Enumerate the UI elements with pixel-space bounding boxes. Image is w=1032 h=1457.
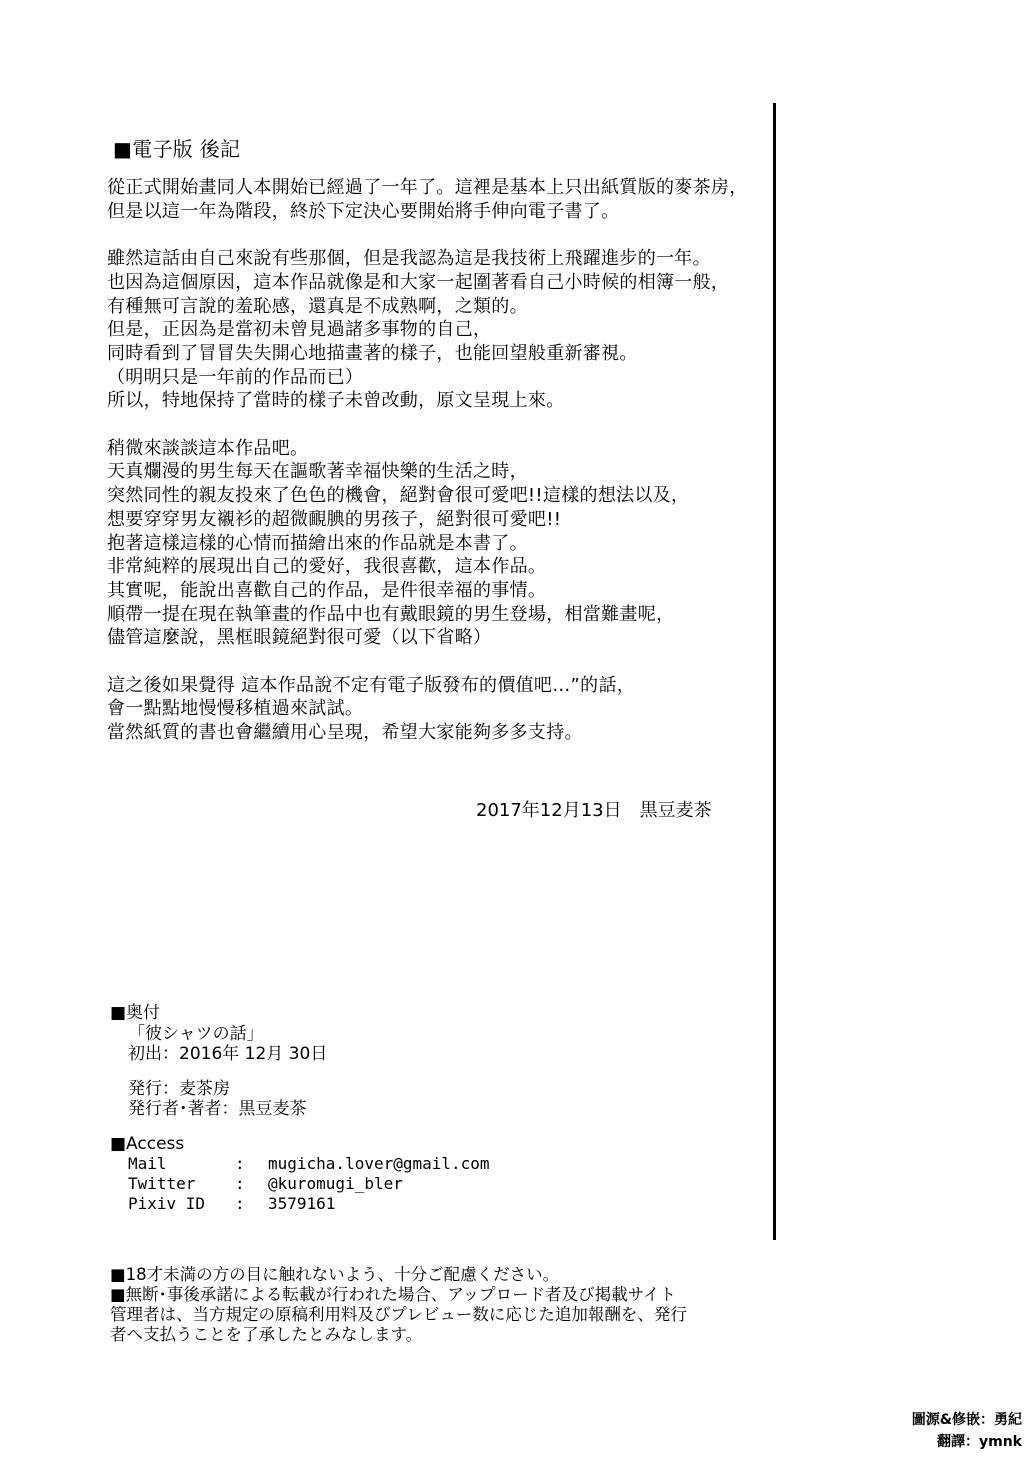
access-sep: : [235,1174,245,1193]
afterword-line: 儘管這麼說，黑框眼鏡絕對很可愛（以下省略） [107,627,492,649]
access-table [128,1154,490,1214]
access-value-twitter: @kuromugi_bler [268,1174,403,1193]
colophon-section [110,1003,750,1214]
access-sep: : [235,1194,245,1213]
note-line: 者へ支払うことを了承したとみなします。 [110,1325,423,1344]
access-heading: ■Access [110,1133,185,1154]
afterword-paragraph-4 [107,674,747,745]
note-line: 管理者は、当方規定の原稿利用料及びプレビュー数に応じた追加報酬を、発行 [110,1305,687,1324]
publisher: 発行：麦茶房 [128,1078,230,1099]
vertical-divider [773,103,776,1240]
access-sep: : [235,1154,245,1173]
afterword-line: 其實呢，能說出喜歡自己的作品，是件很幸福的事情。 [107,579,547,601]
colophon-heading: ■奥付 [110,1003,161,1023]
afterword-line: 抱著這樣這樣的心情而描繪出來的作品就是本書了。 [107,532,528,554]
afterword-line: 從正式開始畫同人本開始已經過了一年了。這裡是基本上只出紙質版的麥茶房， [107,177,748,198]
access-value-mail: mugicha.lover@gmail.com [268,1154,490,1173]
note-line: ■18才未満の方の目に触れないよう、十分ご配慮ください。 [110,1265,560,1284]
access-row-twitter [128,1174,490,1194]
afterword-line: 但是以這一年為階段，終於下定決心要開始將手伸向電子書了。 [107,200,620,222]
afterword-line: 突然同性的親友投來了色色的機會，絕對會很可愛吧!!這樣的想法以及， [107,485,690,507]
afterword-line: 同時看到了冒冒失失開心地描畫著的樣子，也能回望般重新審視。 [107,342,638,364]
credit-source-edit: 圖源&修嵌：勇紀 [911,1412,1022,1428]
afterword-line: 天真爛漫的男生每天在謳歌著幸福快樂的生活之時， [107,461,528,483]
credits [912,1409,1022,1453]
afterword-line: 但是，正因為是當初未曾見過諸多事物的自己， [107,319,492,341]
afterword-paragraph-2 [107,247,747,413]
afterword-line: （明明只是一年前的作品而已） [107,366,364,388]
work-title: 「彼シャツの話」 [128,1023,264,1044]
afterword-line: 非常純粹的展現出自己的愛好，我很喜歡，這本作品。 [107,556,547,578]
afterword-paragraph-3 [107,437,747,650]
afterword-line: 當然紙質的書也會繼續用心呈現，希望大家能夠多多支持。 [107,722,583,744]
access-key: Mail [128,1154,167,1173]
first-published: 初出：2016年 12月 30日 [128,1044,328,1064]
credit-translation: 翻譯：ymnk [937,1434,1022,1450]
afterword-signature: 2017年12月13日 黒豆麦茶 [476,800,712,821]
access-row-mail [128,1154,490,1174]
afterword-line: 會一點點地慢慢移植過來試試。 [107,698,364,720]
afterword-line: 所以，特地保持了當時的樣子未曾改動，原文呈現上來。 [107,390,565,412]
author: 発行者･著者：黒豆麦茶 [128,1099,307,1119]
access-key: Pixiv ID [128,1194,206,1213]
access-key: Twitter [128,1174,196,1193]
afterword-title: ■電子版 後記 [113,137,241,161]
access-row-pixiv [128,1194,490,1214]
afterword-line: 有種無可言說的羞恥感，還真是不成熟啊，之類的。 [107,295,528,317]
notes-section [110,1265,750,1345]
afterword-line: 這之後如果覺得 這本作品說不定有電子版發布的價值吧…”的話， [107,674,636,696]
afterword-paragraph-1 [107,176,747,223]
afterword-line: 也因為這個原因，這本作品就像是和大家一起圍著看自己小時候的相簿一般， [107,271,730,293]
access-value-pixiv: 3579161 [268,1194,336,1213]
afterword-line: 稍微來談談這本作品吧。 [107,437,309,459]
afterword-line: 順帶一提在現在執筆畫的作品中也有戴眼鏡的男生登場，相當難畫呢， [107,603,675,625]
afterword-section [107,134,747,769]
afterword-line: 想要穿穿男友襯衫的超微靦腆的男孩子，絕對很可愛吧!! [107,508,562,530]
afterword-line: 雖然這話由自己來說有些那個，但是我認為這是我技術上飛躍進步的一年。 [107,248,711,270]
note-line: ■無断･事後承諾による転載が行われた場合、アップロード者及び掲載サイト [110,1285,677,1304]
